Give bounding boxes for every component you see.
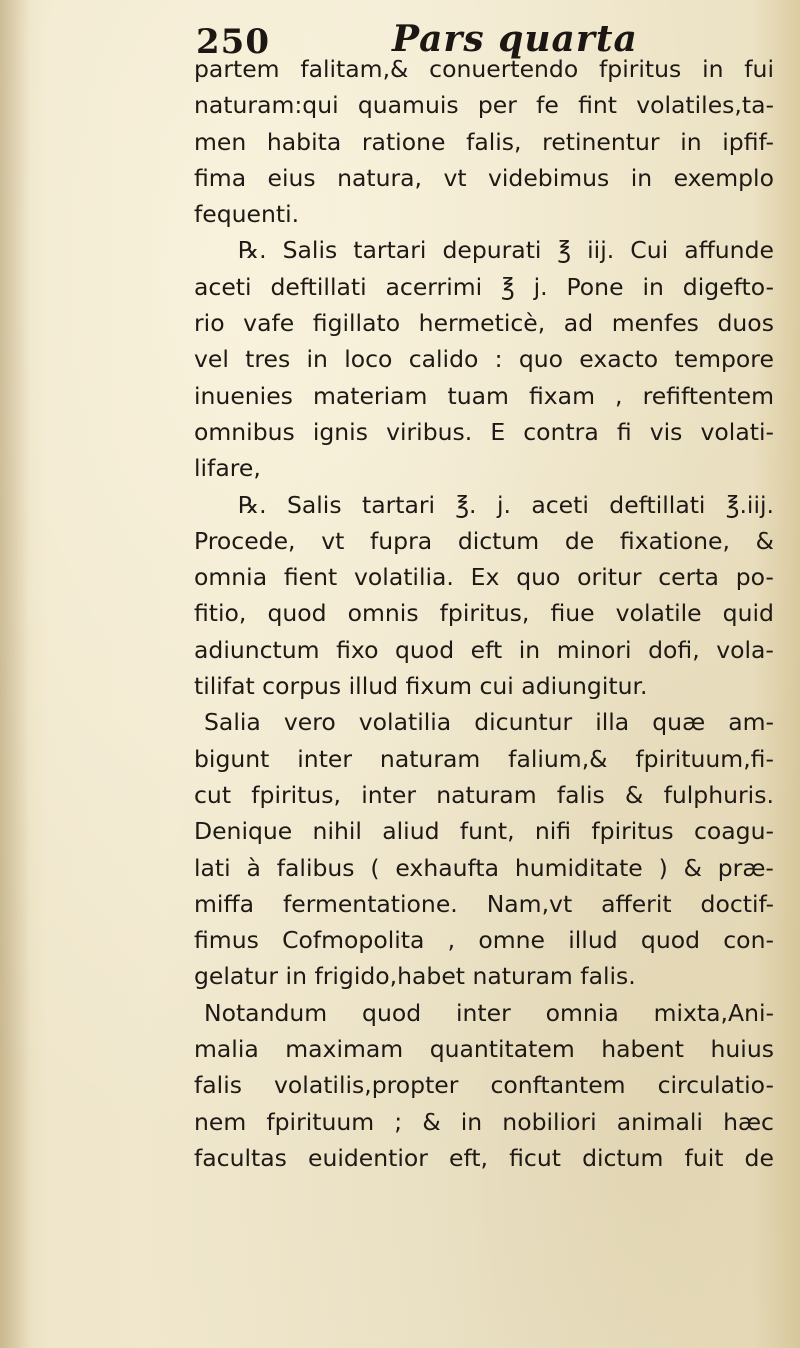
text-line: omnia fient volatilia. Ex quo oritur certa po- <box>194 563 774 592</box>
text-line: omnibus ignis viribus. E contra fi vis volati- <box>194 417 774 446</box>
text-line: lati à falibus ( exhaufta humiditate ) & præ- <box>194 853 774 882</box>
body-text <box>194 51 774 1176</box>
text-line: rio vafe figillato hermeticè, ad menfes duos <box>194 309 774 338</box>
text-line: cut fpiritus, inter naturam falis & fulphuris. <box>194 780 774 809</box>
text-line: facultas euidentior eft, ficut dictum fuit de <box>194 1143 774 1172</box>
text-line: falis volatilis,propter conftantem circulatio- <box>194 1071 774 1100</box>
page-number: 250 <box>196 22 270 62</box>
text-line: vel tres in loco calido : quo exacto tempore <box>194 345 774 374</box>
text-line: inuenies materiam tuam fixam , refiftentem <box>194 381 774 410</box>
text-line: fima eius natura, vt videbimus in exemplo <box>194 163 774 192</box>
text-line: Salia vero volatilia dicuntur illa quæ am- <box>204 708 774 737</box>
text-line: fimus Cofmopolita , omne illud quod con- <box>194 926 774 955</box>
text-line: partem falitam,& conuertendo fpiritus in fui <box>194 55 774 83</box>
text-line: men habita ratione falis, retinentur in ipfif- <box>194 127 774 156</box>
text-line: lifare, <box>194 454 261 483</box>
text-line: gelatur in frigido,habet naturam falis. <box>194 962 636 991</box>
running-title: Pars quarta <box>392 18 638 60</box>
text-line: naturam:qui quamuis per fe fint volatiles,ta- <box>194 91 774 120</box>
text-line: Notandum quod inter omnia mixta,Ani- <box>204 998 774 1027</box>
text-line: adiunctum fixo quod eft in minori dofi, vola- <box>194 635 774 664</box>
binding-shadow <box>0 0 30 1348</box>
text-line: fitio, quod omnis fpiritus, fiue volatile quid <box>194 599 774 628</box>
text-line: miffa fermentatione. Nam,vt afferit doctif- <box>194 889 774 918</box>
text-line: ℞. Salis tartari ℥. j. aceti deftillati ℥.iij. <box>238 490 774 519</box>
text-line: bigunt inter naturam falium,& fpirituum,fi- <box>194 744 774 773</box>
text-line: nem fpirituum ; & in nobiliori animali hæc <box>194 1107 774 1136</box>
text-line: fequenti. <box>194 200 300 229</box>
text-line: Denique nihil aliud funt, nifi fpiritus coagu- <box>194 817 774 846</box>
text-line: ℞. Salis tartari depurati ℥ iij. Cui affunde <box>238 236 774 265</box>
text-line: aceti deftillati acerrimi ℥ j. Pone in digefto- <box>194 272 774 301</box>
text-line: Procede, vt fupra dictum de fixatione, & <box>194 526 774 555</box>
text-line: malia maximam quantitatem habent huius <box>194 1035 774 1064</box>
text-line: tilifat corpus illud fixum cui adiungitur. <box>194 672 648 701</box>
